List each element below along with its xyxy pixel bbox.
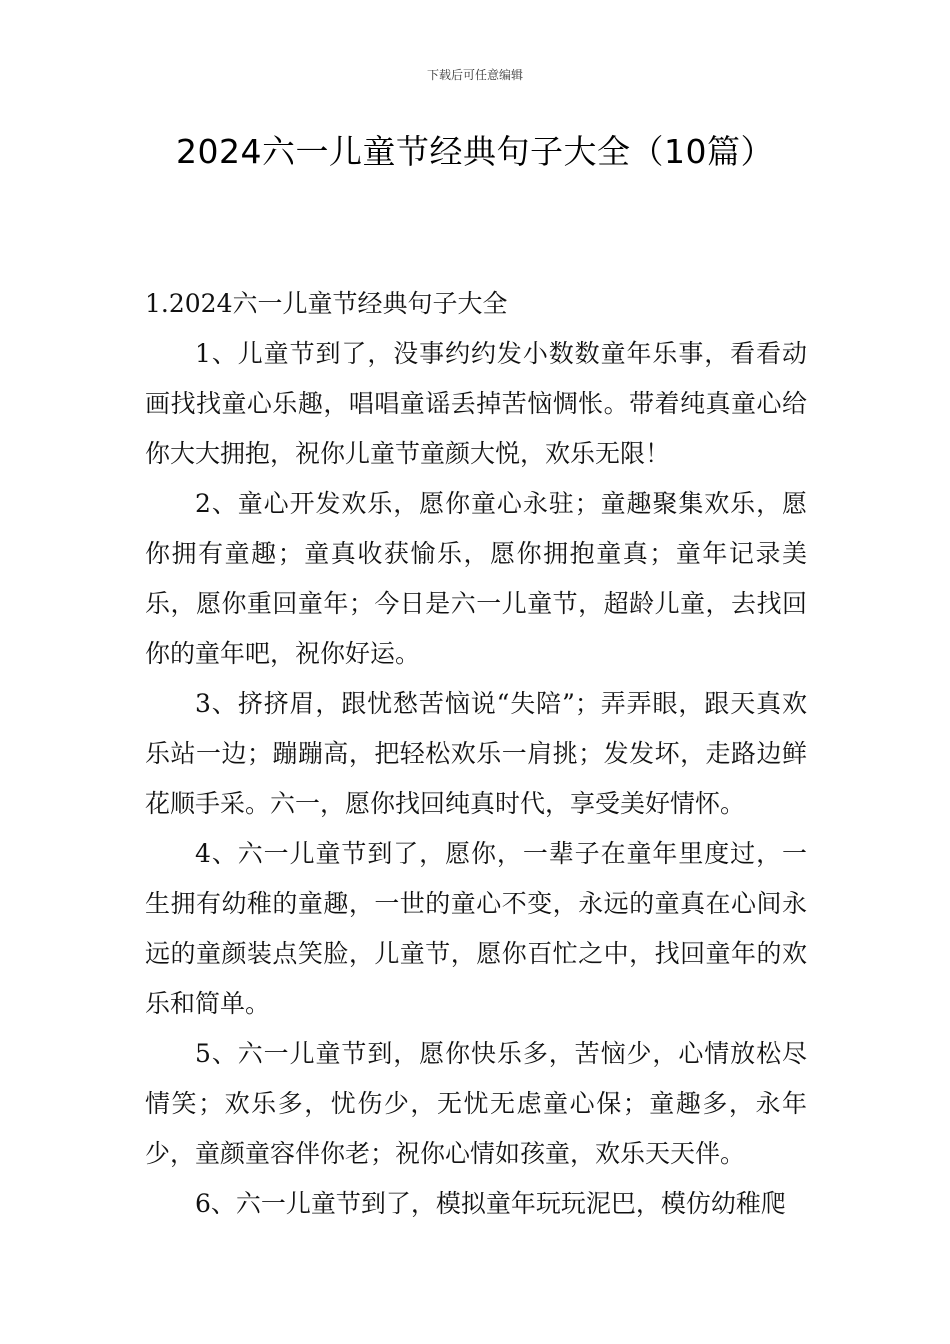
paragraph-2: 2、童心开发欢乐，愿你童心永驻；童趣聚集欢乐，愿你拥有童趣；童真收获愉乐，愿你拥抱童真；童年记录美乐，愿你重回童年；今日是六一儿童节，超龄儿童，去找回你的童年吧，祝你好运。	[145, 489, 807, 668]
paragraph-5: 5、六一儿童节到，愿你快乐多，苦恼少，心情放松尽情笑；欢乐多，忧伤少，无忧无虑童心保；童趣多，永年少，童颜童容伴你老；祝你心情如孩童，欢乐天天伴。	[145, 1039, 807, 1168]
section-heading: 1.2024六一儿童节经典句子大全	[145, 289, 508, 318]
paragraph-4: 4、六一儿童节到了，愿你，一辈子在童年里度过，一生拥有幼稚的童趣，一世的童心不变，永远的童真在心间永远的童颜装点笑脸，儿童节，愿你百忙之中，找回童年的欢乐和简单。	[145, 839, 807, 1018]
document-title: 2024六一儿童节经典句子大全（10篇）	[176, 132, 774, 171]
paragraph-3: 3、挤挤眉，跟忧愁苦恼说“失陪”；弄弄眼，跟天真欢乐站一边；蹦蹦高，把轻松欢乐一肩挑；发发坏，走路边鲜花顺手采。六一，愿你找回纯真时代，享受美好情怀。	[145, 689, 807, 818]
paragraph-1: 1、儿童节到了，没事约约发小数数童年乐事，看看动画找找童心乐趣，唱唱童谣丢掉苦恼惆怅。带着纯真童心给你大大拥抱，祝你儿童节童颜大悦，欢乐无限！	[145, 339, 807, 468]
paragraph-6: 6、六一儿童节到了，模拟童年玩玩泥巴，模仿幼稚爬	[195, 1189, 786, 1218]
document-body	[145, 279, 807, 1229]
header-note: 下载后可任意编辑	[426, 68, 523, 82]
